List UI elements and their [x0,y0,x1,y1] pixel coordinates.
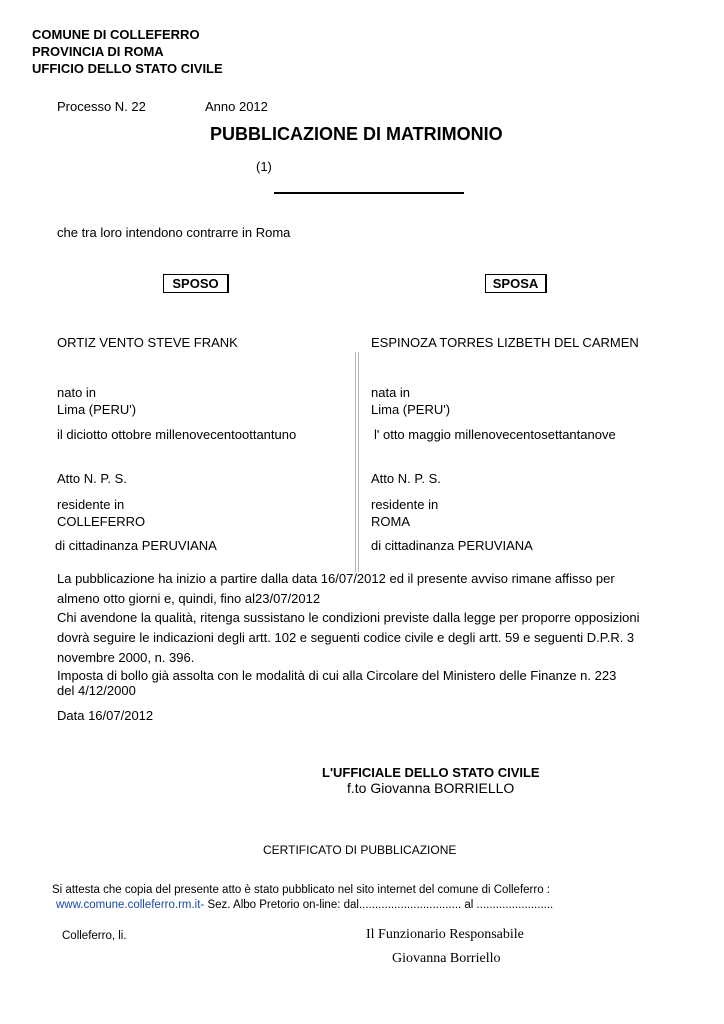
bride-birth-date: l' otto maggio millenovecentosettantanove [374,427,616,442]
bride-act: Atto N. P. S. [371,471,441,486]
process-year: Anno 2012 [205,99,268,114]
groom-resident-place: COLLEFERRO [57,514,146,529]
certificate-line2 [56,899,553,911]
body-p2-line1: Chi avendone la qualità, ritenga sussistano le condizioni previste dalla legge per proporre opposizioni [57,610,640,625]
body-p2-line3: novembre 2000, n. 396. [57,650,195,665]
intro-text: che tra loro intendono contrarre in Roma [57,225,291,240]
header-comune: COMUNE DI COLLEFERRO [32,27,200,42]
body-p2-line2: dovrà seguire le indicazioni degli artt. 102 e seguenti codice civile e degli artt. 59 e seguenti D.P.R. 3 [57,630,635,645]
document-title: PUBBLICAZIONE DI MATRIMONIO [210,124,503,144]
bride-name: ESPINOZA TORRES LIZBETH DEL CARMEN [371,335,639,350]
bride-label-box [485,274,547,293]
website-link[interactable]: www.comune.colleferro.rm.it- [56,899,205,911]
groom-label: SPOSO [172,276,219,291]
body-p3-line1: Imposta di bollo già assolta con le modalità di cui alla Circolare del Ministero delle Finanze n. 223 [57,668,617,683]
signature-role: L'UFFICIALE DELLO STATO CIVILE [322,765,540,780]
body-p1-line2 [57,589,320,609]
column-divider-left [355,352,356,572]
bride-label: SPOSA [492,276,539,291]
column-divider-right [358,352,359,572]
groom-citizenship: di cittadinanza PERUVIANA [55,538,217,553]
header-ufficio: UFFICIO DELLO STATO CIVILE [32,61,223,76]
header-provincia: PROVINCIA DI ROMA [32,44,164,59]
process-number: Processo N. 22 [57,99,146,114]
body-p1-line1: La pubblicazione ha inizio a partire dalla data 16/07/2012 ed il presente avviso rimane affisso per [57,571,615,586]
signature-name: f.to Giovanna BORRIELLO [347,780,515,796]
body-end-date: 23/07/2012 [255,591,321,606]
groom-born-place: Lima (PERU') [57,402,137,417]
body-date: Data 16/07/2012 [57,708,154,723]
bride-citizenship: di cittadinanza PERUVIANA [371,538,533,553]
bride-resident-label: residente in [371,497,439,512]
official-name: Giovanna Borriello [392,951,501,966]
certificate-line1: Si attesta che copia del presente atto è stato pubblicato nel sito internet del comune di Colleferro : [52,884,550,896]
groom-name: ORTIZ VENTO STEVE FRANK [57,335,238,350]
body-p3-line2: del 4/12/2000 [57,683,136,698]
groom-act: Atto N. P. S. [57,471,127,486]
bride-born-label: nata in [371,385,411,400]
title-underline [274,192,464,194]
groom-birth-date: il diciotto ottobre millenovecentoottantuno [57,427,297,442]
bride-resident-place: ROMA [371,514,410,529]
bride-born-place: Lima (PERU') [371,402,451,417]
groom-label-box [163,274,229,293]
certificate-title: CERTIFICATO DI PUBBLICAZIONE [263,843,457,857]
certificate-place: Colleferro, li. [62,930,127,942]
body-p1-line2a: almeno otto giorni e, quindi, fino al [57,591,256,606]
groom-resident-label: residente in [57,497,125,512]
certificate-line2-rest: Sez. Albo Pretorio on-line: dal................................ al ........................ [204,899,554,911]
note-marker: (1) [256,159,272,174]
groom-born-label: nato in [57,385,97,400]
official-role: Il Funzionario Responsabile [366,927,524,942]
